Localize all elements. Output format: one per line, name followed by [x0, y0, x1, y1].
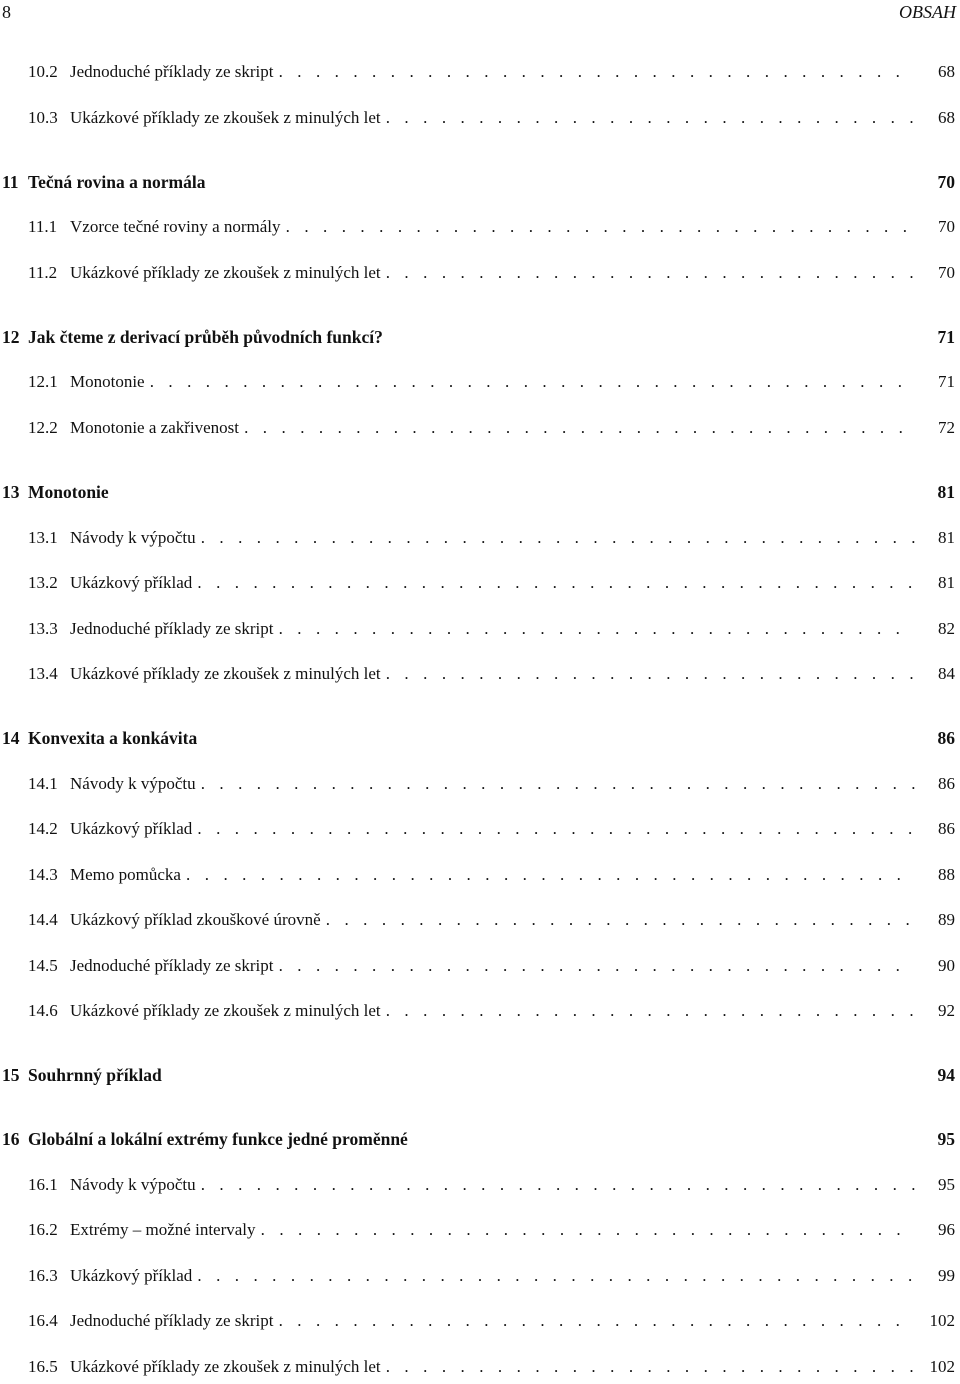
- toc-dot-leader: [381, 263, 915, 283]
- toc-chapter-entry[interactable]: [2, 1129, 955, 1150]
- toc-entry-number: 13.4: [28, 664, 58, 683]
- toc-entry-title: Ukázkové příklady ze zkoušek z minulých let: [70, 664, 381, 683]
- toc-entry-page-number: 89: [938, 910, 955, 929]
- toc-entry-title: Ukázkový příklad: [70, 819, 193, 838]
- toc-entry-page-number: 94: [937, 1065, 955, 1085]
- toc-entry-number: 12.1: [28, 372, 58, 391]
- toc-entry-page-number: 102: [929, 1311, 955, 1330]
- toc-entry-number: 13.3: [28, 619, 58, 638]
- toc-entry-title: Memo pomůcka: [70, 865, 181, 884]
- toc-entry-page-number: 70: [938, 263, 955, 282]
- toc-section-entry[interactable]: [28, 619, 955, 639]
- toc-section-entry[interactable]: [28, 372, 955, 392]
- toc-dot-leader: [381, 108, 915, 128]
- toc-section-entry[interactable]: [28, 1357, 955, 1377]
- toc-section-entry[interactable]: [28, 62, 955, 82]
- toc-entry-title: Ukázkové příklady ze zkoušek z minulých let: [70, 108, 381, 127]
- toc-dot-leader: [145, 372, 915, 392]
- toc-section-entry[interactable]: [28, 910, 955, 930]
- toc-entry-number: 13.1: [28, 528, 58, 547]
- toc-entry-number: 16.1: [28, 1175, 58, 1194]
- toc-section-entry[interactable]: [28, 217, 955, 237]
- toc-entry-page-number: 96: [938, 1220, 955, 1239]
- toc-dot-leader: [273, 1311, 915, 1331]
- toc-chapter-entry[interactable]: [2, 172, 955, 193]
- toc-section-entry[interactable]: [28, 528, 955, 548]
- toc-entry-number: 14: [2, 728, 20, 748]
- toc-entry-number: 16.2: [28, 1220, 58, 1239]
- toc-dot-leader: [196, 1175, 915, 1195]
- toc-entry-title: Jednoduché příklady ze skript: [70, 1311, 274, 1330]
- toc-dot-leader: [192, 573, 915, 593]
- toc-entry-title: Monotonie a zakřivenost: [70, 418, 240, 437]
- toc-entry-number: 16.4: [28, 1311, 58, 1330]
- toc-section-entry[interactable]: [28, 774, 955, 794]
- toc-dot-leader: [381, 664, 915, 684]
- toc-section-entry[interactable]: [28, 1175, 955, 1195]
- toc-entry-number: 14.2: [28, 819, 58, 838]
- toc-chapter-entry[interactable]: [2, 1065, 955, 1086]
- toc-chapter-entry[interactable]: [2, 728, 955, 749]
- toc-entry-page-number: 102: [929, 1357, 955, 1376]
- toc-dot-leader: [192, 819, 915, 839]
- toc-entry-number: 10.2: [28, 62, 58, 81]
- toc-entry-title: Monotonie: [70, 372, 145, 391]
- toc-entry-number: 14.5: [28, 956, 58, 975]
- toc-section-entry[interactable]: [28, 1266, 955, 1286]
- toc-entry-title: Ukázkový příklad zkouškové úrovně: [70, 910, 321, 929]
- toc-entry-page-number: 71: [937, 327, 955, 347]
- toc-dot-leader: [256, 1220, 915, 1240]
- toc-dot-leader: [321, 910, 915, 930]
- toc-dot-leader: [181, 865, 915, 885]
- toc-entry-number: 16.5: [28, 1357, 58, 1376]
- toc-dot-leader: [273, 62, 915, 82]
- toc-entry-number: 12.2: [28, 418, 58, 437]
- toc-entry-title: Jak čteme z derivací průběh původních funkcí?: [28, 327, 383, 347]
- toc-dot-leader: [381, 1001, 915, 1021]
- toc-entry-page-number: 70: [938, 217, 955, 236]
- toc-entry-title: Ukázkové příklady ze zkoušek z minulých let: [70, 263, 381, 282]
- toc-section-entry[interactable]: [28, 664, 955, 684]
- toc-entry-page-number: 68: [938, 108, 955, 127]
- toc-entry-number: 14.1: [28, 774, 58, 793]
- toc-entry-title: Návody k výpočtu: [70, 528, 196, 547]
- toc-dot-leader: [381, 1357, 915, 1377]
- toc-entry-title: Návody k výpočtu: [70, 1175, 196, 1194]
- toc-entry-title: Globální a lokální extrémy funkce jedné proměnné: [28, 1129, 408, 1149]
- toc-section-entry[interactable]: [28, 865, 955, 885]
- toc-entry-number: 13.2: [28, 573, 58, 592]
- toc-entry-page-number: 70: [937, 172, 955, 192]
- toc-entry-title: Jednoduché příklady ze skript: [70, 62, 274, 81]
- toc-entry-title: Ukázkové příklady ze zkoušek z minulých let: [70, 1001, 381, 1020]
- toc-dot-leader: [196, 774, 915, 794]
- toc-entry-title: Souhrnný příklad: [28, 1065, 162, 1085]
- toc-entry-page-number: 95: [937, 1129, 955, 1149]
- toc-entry-page-number: 90: [938, 956, 955, 975]
- toc-entry-number: 15: [2, 1065, 20, 1085]
- toc-entry-title: Ukázkový příklad: [70, 1266, 193, 1285]
- toc-entry-page-number: 86: [938, 819, 955, 838]
- toc-entry-number: 14.3: [28, 865, 58, 884]
- toc-entry-title: Vzorce tečné roviny a normály: [70, 217, 281, 236]
- toc-entry-page-number: 86: [937, 728, 955, 748]
- toc-chapter-entry[interactable]: [2, 327, 955, 348]
- toc-dot-leader: [273, 619, 915, 639]
- toc-entry-title: Jednoduché příklady ze skript: [70, 619, 274, 638]
- toc-section-entry[interactable]: [28, 573, 955, 593]
- toc-entry-title: Tečná rovina a normála: [28, 172, 206, 192]
- toc-entry-page-number: 81: [938, 528, 955, 547]
- toc-entry-page-number: 95: [938, 1175, 955, 1194]
- toc-entry-number: 12: [2, 327, 20, 347]
- toc-entry-title: Monotonie: [28, 482, 109, 502]
- toc-entry-number: 14.4: [28, 910, 58, 929]
- page-number: 8: [2, 2, 11, 22]
- toc-dot-leader: [196, 528, 915, 548]
- toc-dot-leader: [239, 418, 915, 438]
- toc-entry-page-number: 88: [938, 865, 955, 884]
- toc-dot-leader: [192, 1266, 915, 1286]
- toc-entry-page-number: 82: [938, 619, 955, 638]
- toc-section-entry[interactable]: [28, 956, 955, 976]
- toc-entry-page-number: 92: [938, 1001, 955, 1020]
- toc-entry-title: Ukázkový příklad: [70, 573, 193, 592]
- toc-entry-page-number: 84: [938, 664, 955, 683]
- toc-section-entry[interactable]: [28, 263, 955, 283]
- toc-entry-number: 16: [2, 1129, 20, 1149]
- toc-entry-page-number: 81: [937, 482, 955, 502]
- toc-entry-number: 13: [2, 482, 20, 502]
- toc-entry-number: 16.3: [28, 1266, 58, 1285]
- toc-entry-number: 11.2: [28, 263, 58, 282]
- toc-section-entry[interactable]: [28, 418, 955, 438]
- running-title: OBSAH: [899, 2, 956, 22]
- toc-section-entry[interactable]: [28, 1001, 955, 1021]
- toc-entry-page-number: 71: [938, 372, 955, 391]
- toc-section-entry[interactable]: [28, 108, 955, 128]
- toc-section-entry[interactable]: [28, 1220, 955, 1240]
- toc-entry-page-number: 72: [938, 418, 955, 437]
- toc-entry-page-number: 68: [938, 62, 955, 81]
- toc-section-entry[interactable]: [28, 819, 955, 839]
- toc-entry-number: 14.6: [28, 1001, 58, 1020]
- toc-entry-page-number: 99: [938, 1266, 955, 1285]
- toc-section-entry[interactable]: [28, 1311, 955, 1331]
- toc-entry-title: Extrémy – možné intervaly: [70, 1220, 256, 1239]
- toc-entry-title: Ukázkové příklady ze zkoušek z minulých let: [70, 1357, 381, 1376]
- toc-entry-title: Návody k výpočtu: [70, 774, 196, 793]
- toc-entry-number: 10.3: [28, 108, 58, 127]
- toc-dot-leader: [273, 956, 915, 976]
- toc-entry-page-number: 81: [938, 573, 955, 592]
- toc-dot-leader: [281, 217, 915, 237]
- toc-chapter-entry[interactable]: [2, 482, 955, 503]
- toc-entry-number: 11: [2, 172, 19, 192]
- toc-entry-title: Jednoduché příklady ze skript: [70, 956, 274, 975]
- toc-entry-page-number: 86: [938, 774, 955, 793]
- toc-entry-title: Konvexita a konkávita: [28, 728, 198, 748]
- toc-entry-number: 11.1: [28, 217, 58, 236]
